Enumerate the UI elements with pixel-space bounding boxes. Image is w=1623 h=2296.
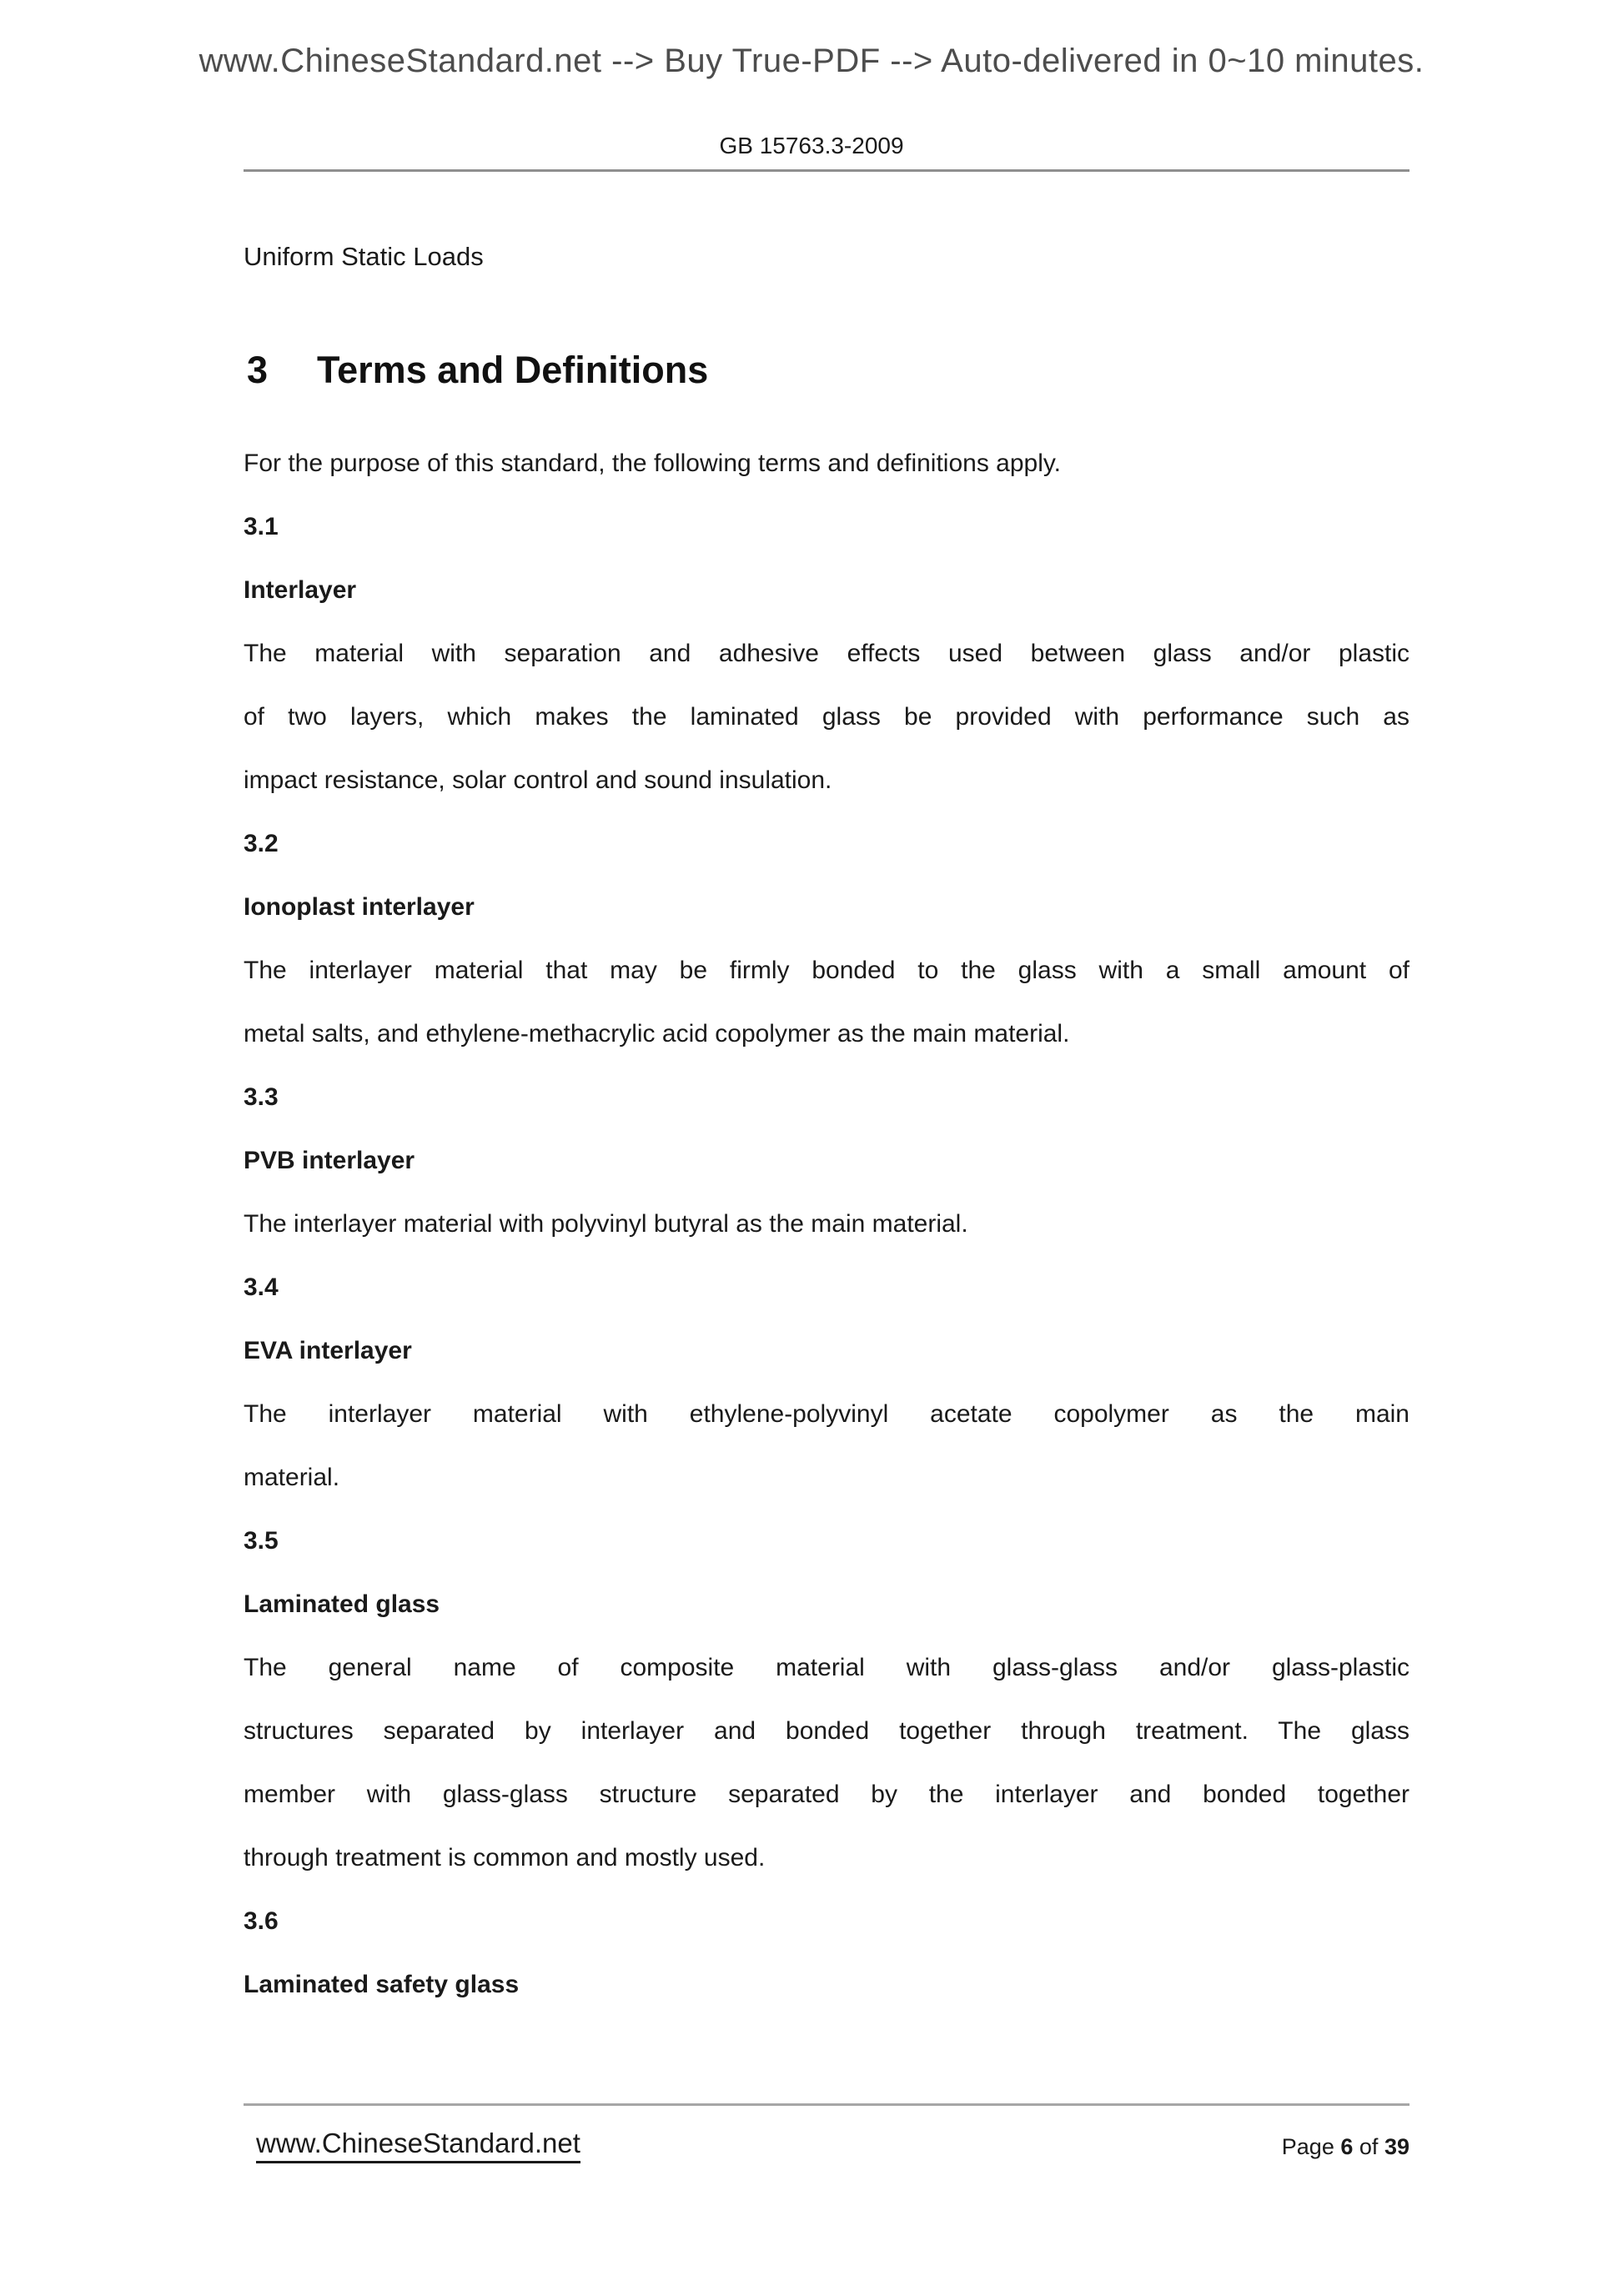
term-number: 3.2 [244,830,279,857]
body-content [244,432,1409,2017]
definition-line: structures separated by interlayer and bonded together through treatment. The glass [244,1717,1409,1745]
standard-code: GB 15763.3-2009 [719,133,904,158]
of-word: of [1359,2134,1379,2159]
page-indicator [1282,2127,1409,2160]
term-number: 3.6 [244,1907,279,1935]
section-number: 3 [247,349,269,391]
page-total: 39 [1384,2134,1409,2159]
section-title: Terms and Definitions [317,349,709,391]
definition-line: The interlayer material that may be firmly bonded to the glass with a small amount of [244,957,1409,984]
footer-divider [244,2103,1409,2106]
document-subtitle: Uniform Static Loads [244,242,484,271]
definition-line: impact resistance, solar control and sound insulation. [244,766,832,794]
definition-line: The general name of composite material with glass-glass and/or glass-plastic [244,1654,1409,1681]
term-name: Interlayer [244,576,357,604]
lead-paragraph: For the purpose of this standard, the following terms and definitions apply. [244,450,1061,477]
footer-site-link[interactable]: www.ChineseStandard.net [256,2127,580,2163]
header-divider [244,169,1409,172]
section-heading [247,351,708,389]
definition-line: The material with separation and adhesive effects used between glass and/or plastic [244,640,1409,667]
term-number: 3.3 [244,1083,279,1111]
term-number: 3.4 [244,1274,279,1301]
definition-line: material. [244,1464,340,1491]
definition-line: member with glass-glass structure separated by the interlayer and bonded together [244,1781,1409,1808]
definition-line: The interlayer material with ethylene-polyvinyl acetate copolymer as the main [244,1400,1409,1428]
term-name: EVA interlayer [244,1337,412,1364]
term-name: PVB interlayer [244,1147,415,1174]
term-name: Laminated glass [244,1590,440,1618]
term-number: 3.5 [244,1527,279,1555]
term-number: 3.1 [244,513,279,540]
definition-line: of two layers, which makes the laminated glass be provided with performance such as [244,703,1409,731]
definition-line: through treatment is common and mostly used. [244,1844,766,1871]
term-name: Ionoplast interlayer [244,893,475,921]
page-number: 6 [1340,2134,1354,2159]
header-promo-text: www.ChineseStandard.net --> Buy True-PDF --> Auto-delivered in 0~10 minutes. [198,43,1425,79]
page-word: Page [1281,2134,1334,2159]
definition-line: The interlayer material with polyvinyl butyral as the main material. [244,1210,968,1238]
term-name: Laminated safety glass [244,1971,520,1998]
footer [256,2127,1409,2163]
definition-line: metal salts, and ethylene-methacrylic acid copolymer as the main material. [244,1020,1070,1048]
